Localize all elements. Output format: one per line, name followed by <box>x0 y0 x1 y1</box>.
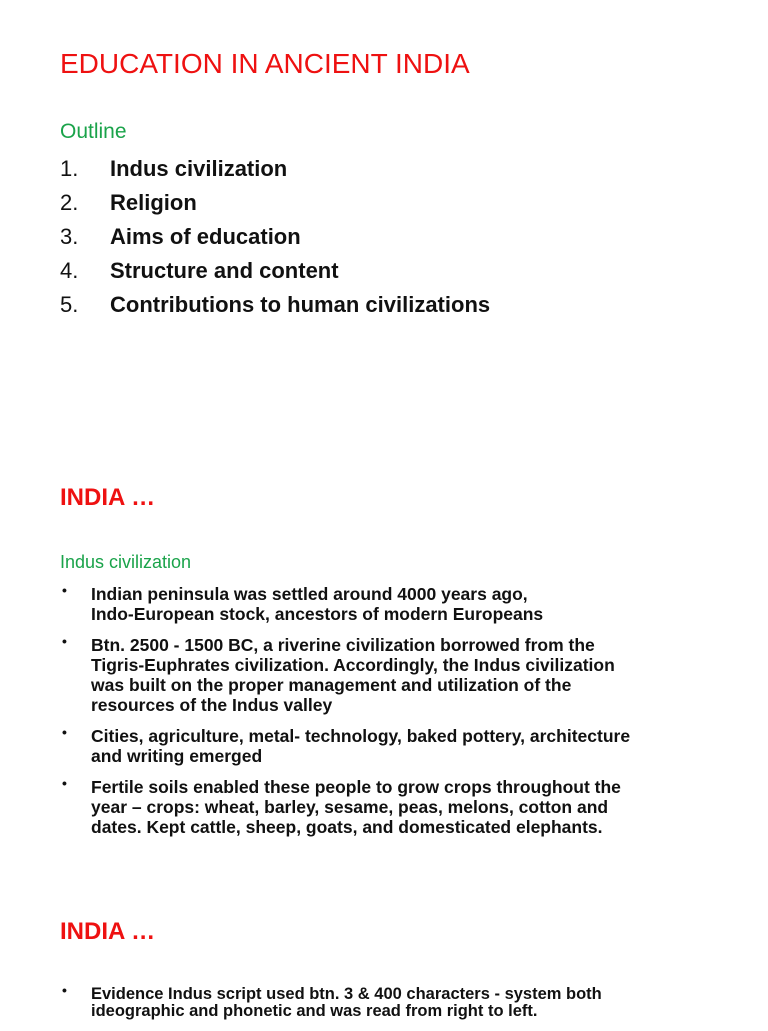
outline-item <box>60 186 490 220</box>
bullet-list <box>60 982 720 1031</box>
outline-item-number: 1. <box>60 156 79 181</box>
bullet-line: Fertile soils enabled these people to grow crops throughout the <box>91 777 621 797</box>
outline-item-text: Indus civilization <box>110 156 288 181</box>
outline-list <box>60 152 490 322</box>
outline-item-number: 5. <box>60 292 79 317</box>
bullet-line: ideographic and phonetic and was read from right to left. <box>91 1002 538 1020</box>
bullet-icon: • <box>62 582 67 598</box>
outline-item-number: 3. <box>60 224 79 249</box>
bullet-list <box>60 584 720 848</box>
bullet-line: dates. Kept cattle, sheep, goats, and domesticated elephants. <box>91 817 603 837</box>
bullet-line: Indian peninsula was settled around 4000 years ago, <box>91 584 528 604</box>
bullet-item <box>60 635 720 715</box>
bullet-line: year – crops: wheat, barley, sesame, peas, melons, cotton and <box>91 797 609 817</box>
outline-item-number: 4. <box>60 258 79 283</box>
outline-item <box>60 254 490 288</box>
bullet-icon: • <box>62 775 67 791</box>
outline-item-text: Religion <box>110 190 197 215</box>
bullet-line: Evidence Indus script used btn. 3 & 400 characters - system both <box>91 985 602 1003</box>
bullet-line: Indo-European stock, ancestors of modern Europeans <box>91 604 544 624</box>
bullet-item <box>60 982 720 1020</box>
bullet-item <box>60 777 720 837</box>
section-title: INDIA … <box>60 918 156 945</box>
bullet-icon: • <box>62 633 67 649</box>
outline-item <box>60 220 490 254</box>
bullet-line: Tigris-Euphrates civilization. Accordingly, the Indus civilization <box>91 655 615 675</box>
outline-item-text: Aims of education <box>110 224 301 249</box>
bullet-item <box>60 726 720 766</box>
outline-item-text: Structure and content <box>110 258 339 283</box>
bullet-line: resources of the Indus valley <box>91 695 333 715</box>
bullet-line: and writing emerged <box>91 746 263 766</box>
bullet-line: Btn. 2500 - 1500 BC, a riverine civilization borrowed from the <box>91 635 595 655</box>
outline-item <box>60 288 490 322</box>
bullet-icon: • <box>62 724 67 740</box>
section-title: INDIA … <box>60 484 156 511</box>
section-subtitle: Indus civilization <box>60 552 192 572</box>
outline-item-text: Contributions to human civilizations <box>110 292 491 317</box>
bullet-item <box>60 584 720 624</box>
outline-item-number: 2. <box>60 190 79 215</box>
outline-heading: Outline <box>60 120 127 143</box>
outline-item <box>60 152 490 186</box>
bullet-line: was built on the proper management and utilization of the <box>91 675 572 695</box>
page-title: EDUCATION IN ANCIENT INDIA <box>60 48 470 79</box>
bullet-icon: • <box>62 982 67 998</box>
bullet-line: Cities, agriculture, metal- technology, baked pottery, architecture <box>91 726 631 746</box>
